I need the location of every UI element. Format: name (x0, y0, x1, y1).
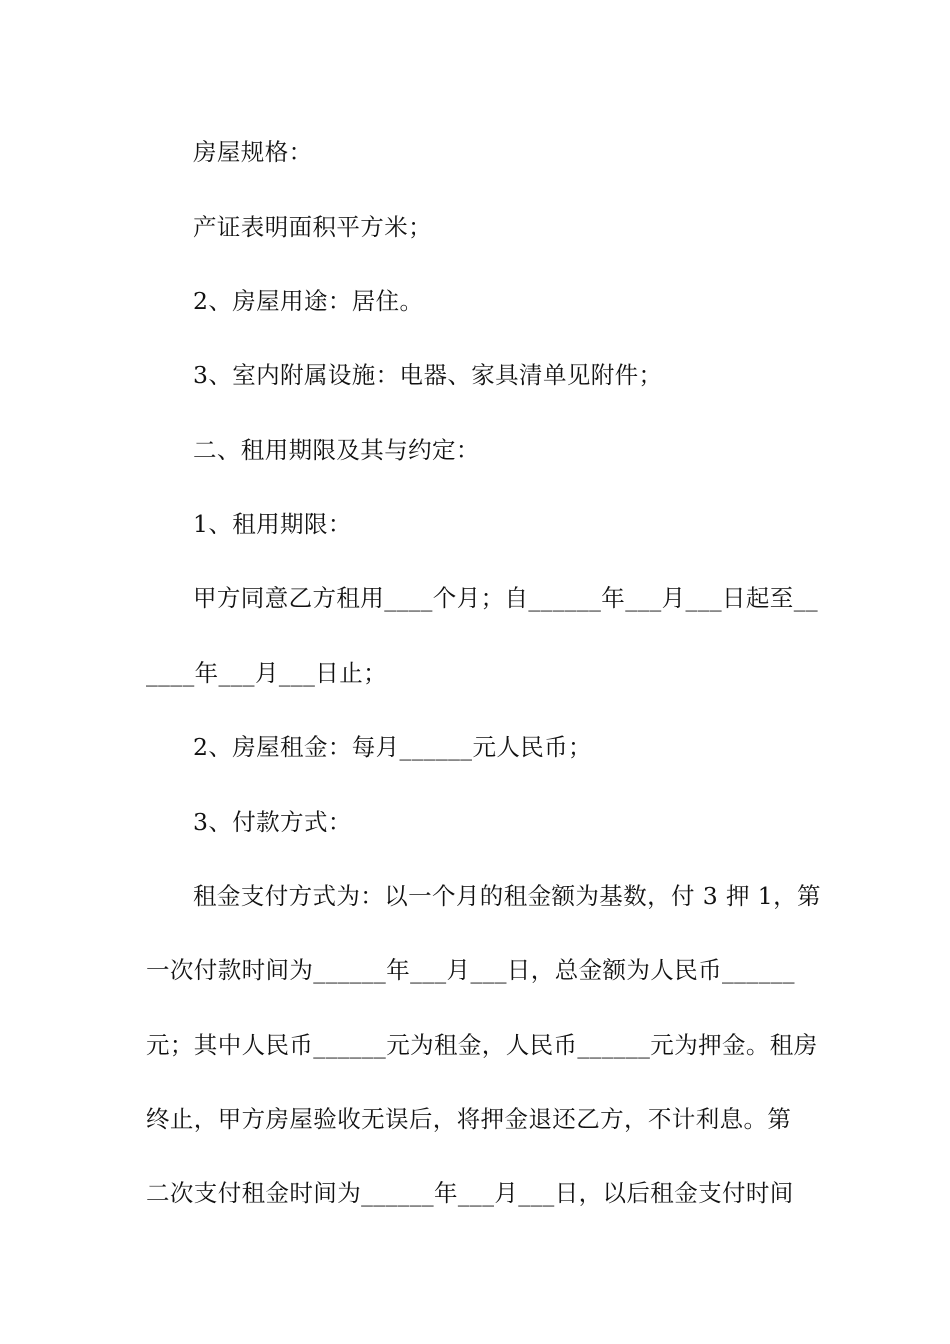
paragraph-line: 租金支付方式为：以一个月的租金额为基数，付 3 押 1，第 (193, 882, 821, 910)
section-heading: 二、租用期限及其与约定： (193, 436, 480, 464)
paragraph-line: 房屋规格： (193, 138, 313, 166)
paragraph-line: ____年___月___日止； (146, 659, 387, 687)
paragraph-line: 1、租用期限： (193, 510, 352, 538)
paragraph-line: 终止，甲方房屋验收无误后，将押金退还乙方，不计利息。第 (146, 1105, 792, 1133)
paragraph-line: 甲方同意乙方租用____个月；自______年___月___日起至__ (193, 584, 818, 612)
paragraph-line: 二次支付租金时间为______年___月___日，以后租金支付时间 (146, 1179, 794, 1207)
paragraph-line: 产证表明面积平方米； (193, 213, 432, 241)
paragraph-line: 3、室内附属设施：电器、家具清单见附件； (193, 361, 663, 389)
paragraph-line: 3、付款方式： (193, 808, 352, 836)
paragraph-line: 2、房屋租金：每月______元人民币； (193, 733, 592, 761)
paragraph-line: 元；其中人民币______元为租金，人民币______元为押金。租房 (146, 1031, 818, 1059)
paragraph-line: 2、房屋用途：居住。 (193, 287, 424, 315)
paragraph-line: 一次付款时间为______年___月___日，总金额为人民币______ (146, 956, 795, 984)
